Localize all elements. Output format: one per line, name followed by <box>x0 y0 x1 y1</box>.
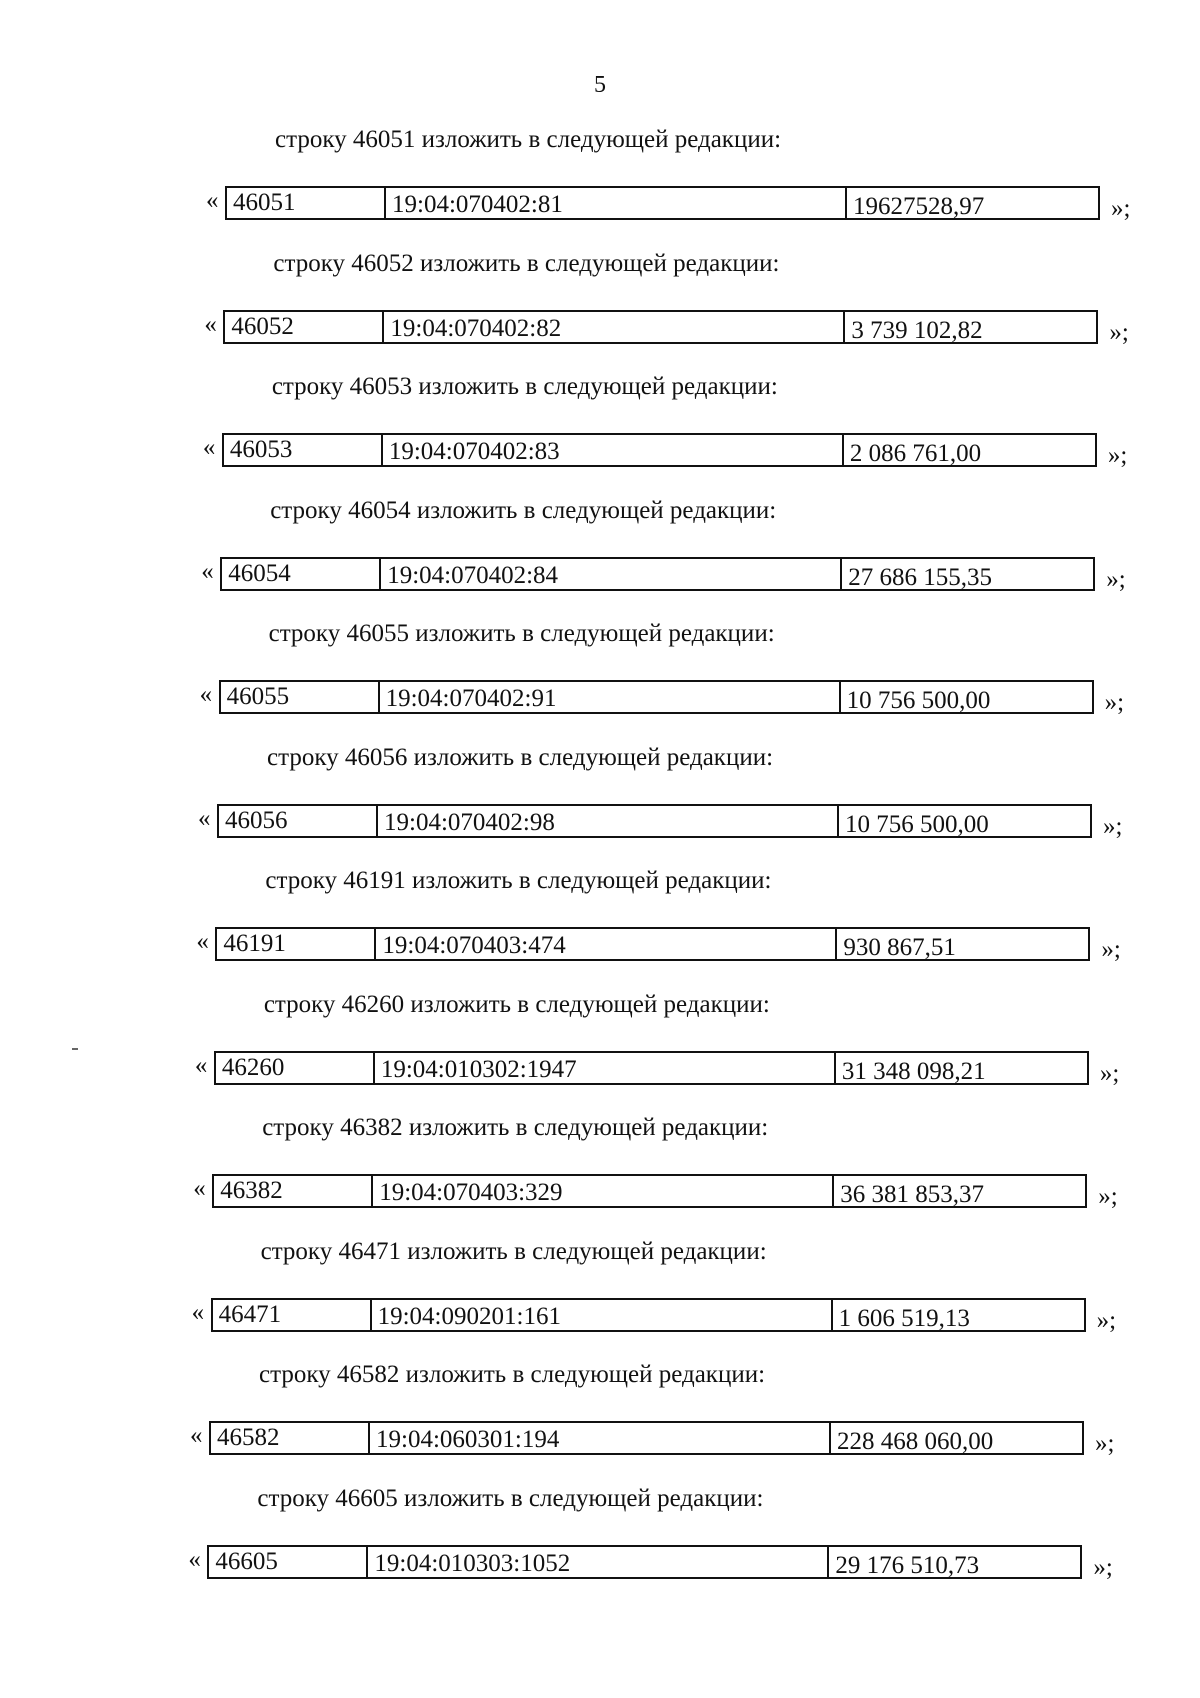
amendment-entry <box>0 126 1200 250</box>
instruction-text: строку 46382 изложить в следующей редакции: <box>262 1114 769 1141</box>
row-table <box>211 1298 1086 1332</box>
instruction-text: строку 46056 изложить в следующей редакции: <box>267 743 774 771</box>
cadastral-value-cell: 1 606 519,13 <box>831 1298 1086 1332</box>
row-number-cell: 46051 <box>225 186 384 220</box>
cadastral-value-cell: 29 176 510,73 <box>827 1545 1082 1579</box>
instruction-text: строку 46052 изложить в следующей редакции: <box>273 249 780 277</box>
cadastral-number-cell: 19:04:070402:84 <box>379 557 840 591</box>
cadastral-number-cell: 19:04:010302:1947 <box>373 1051 834 1085</box>
closing-quote: »; <box>1109 318 1129 346</box>
cadastral-value-cell: 10 756 500,00 <box>839 680 1094 714</box>
table-row <box>193 1174 1123 1208</box>
opening-quote: « <box>190 1422 203 1449</box>
margin-mark <box>72 1048 78 1050</box>
row-table <box>207 1545 1082 1579</box>
amendment-entry <box>0 373 1200 497</box>
row-number-cell: 46052 <box>223 310 382 344</box>
row-number-cell: 46191 <box>215 927 374 961</box>
amendment-list <box>0 126 1200 1608</box>
closing-quote: »; <box>1104 689 1125 716</box>
opening-quote: « <box>201 557 214 585</box>
row-number-cell: 46260 <box>214 1051 373 1085</box>
table-row <box>200 680 1130 714</box>
table-row <box>195 1051 1125 1085</box>
row-table <box>214 1051 1089 1085</box>
amendment-entry <box>0 867 1200 991</box>
row-table <box>223 310 1098 344</box>
closing-quote: »; <box>1095 1430 1115 1457</box>
table-row <box>196 927 1126 961</box>
cadastral-number-cell: 19:04:070402:83 <box>381 433 842 467</box>
opening-quote: « <box>194 1051 208 1079</box>
table-row <box>204 310 1134 344</box>
row-number-cell: 46382 <box>212 1174 371 1208</box>
cadastral-number-cell: 19:04:070403:329 <box>371 1174 832 1208</box>
instruction-text: строку 46055 изложить в следующей редакции: <box>268 620 775 647</box>
cadastral-value-cell: 19627528,97 <box>845 186 1100 220</box>
cadastral-number-cell: 19:04:070402:81 <box>384 186 845 220</box>
cadastral-value-cell: 3 739 102,82 <box>843 310 1098 344</box>
cadastral-value-cell: 31 348 098,21 <box>834 1051 1089 1085</box>
instruction-text: строку 46582 изложить в следующей редакции: <box>259 1361 766 1388</box>
closing-quote: »; <box>1098 1183 1118 1210</box>
cadastral-number-cell: 19:04:070402:98 <box>376 804 837 838</box>
closing-quote: »; <box>1106 565 1126 593</box>
cadastral-value-cell: 930 867,51 <box>835 927 1090 961</box>
instruction-text: строку 46260 изложить в следующей редакции: <box>263 990 770 1018</box>
row-table <box>225 186 1100 220</box>
table-row <box>203 433 1133 467</box>
amendment-entry <box>0 1361 1200 1485</box>
opening-quote: « <box>188 1545 201 1573</box>
closing-quote: »; <box>1096 1306 1117 1334</box>
opening-quote: « <box>199 681 213 708</box>
instruction-text: строку 46054 изложить в следующей редакции: <box>270 496 777 524</box>
amendment-entry <box>0 744 1200 868</box>
closing-quote: »; <box>1099 1059 1120 1087</box>
cadastral-value-cell: 2 086 761,00 <box>842 433 1097 467</box>
opening-quote: « <box>196 928 209 955</box>
opening-quote: « <box>202 434 216 461</box>
opening-quote: « <box>191 1298 205 1326</box>
instruction-text: строку 46191 изложить в следующей редакции: <box>265 867 772 894</box>
closing-quote: »; <box>1107 442 1128 469</box>
instruction-text: строку 46053 изложить в следующей редакции: <box>271 373 778 400</box>
amendment-entry <box>0 1114 1200 1238</box>
cadastral-value-cell: 27 686 155,35 <box>840 557 1095 591</box>
row-table <box>209 1421 1084 1455</box>
amendment-entry <box>0 250 1200 374</box>
amendment-entry <box>0 991 1200 1115</box>
closing-quote: »; <box>1103 812 1123 840</box>
instruction-text: строку 46051 изложить в следующей редакции: <box>275 126 782 153</box>
closing-quote: »; <box>1101 936 1121 963</box>
row-number-cell: 46605 <box>207 1545 366 1579</box>
amendment-entry <box>0 1485 1200 1609</box>
table-row <box>188 1545 1118 1579</box>
closing-quote: »; <box>1093 1553 1113 1581</box>
table-row <box>201 557 1131 591</box>
row-table <box>222 433 1097 467</box>
closing-quote: »; <box>1111 195 1131 222</box>
amendment-entry <box>0 497 1200 621</box>
cadastral-number-cell: 19:04:070402:91 <box>378 680 839 714</box>
row-number-cell: 46055 <box>219 680 378 714</box>
cadastral-number-cell: 19:04:090201:161 <box>370 1298 831 1332</box>
row-table <box>217 804 1092 838</box>
opening-quote: « <box>204 310 217 338</box>
cadastral-value-cell: 10 756 500,00 <box>837 804 1092 838</box>
row-number-cell: 46056 <box>217 804 376 838</box>
opening-quote: « <box>193 1175 206 1202</box>
opening-quote: « <box>198 804 211 832</box>
cadastral-value-cell: 36 381 853,37 <box>832 1174 1087 1208</box>
row-table <box>219 680 1094 714</box>
instruction-text: строку 46605 изложить в следующей редакции: <box>257 1484 764 1512</box>
cadastral-number-cell: 19:04:070403:474 <box>374 927 835 961</box>
amendment-entry <box>0 620 1200 744</box>
instruction-text: строку 46471 изложить в следующей редакции: <box>260 1237 767 1265</box>
cadastral-number-cell: 19:04:070402:82 <box>382 310 843 344</box>
cadastral-value-cell: 228 468 060,00 <box>829 1421 1084 1455</box>
row-table <box>220 557 1095 591</box>
opening-quote: « <box>206 187 219 214</box>
table-row <box>192 1298 1122 1332</box>
row-table <box>215 927 1090 961</box>
table-row <box>206 186 1136 220</box>
table-row <box>190 1421 1120 1455</box>
amendment-entry <box>0 1238 1200 1362</box>
cadastral-number-cell: 19:04:060301:194 <box>368 1421 829 1455</box>
row-number-cell: 46053 <box>222 433 381 467</box>
page-number: 5 <box>594 72 606 98</box>
table-row <box>198 804 1128 838</box>
row-number-cell: 46471 <box>211 1298 370 1332</box>
row-number-cell: 46054 <box>220 557 379 591</box>
row-number-cell: 46582 <box>209 1421 368 1455</box>
row-table <box>212 1174 1087 1208</box>
cadastral-number-cell: 19:04:010303:1052 <box>366 1545 827 1579</box>
